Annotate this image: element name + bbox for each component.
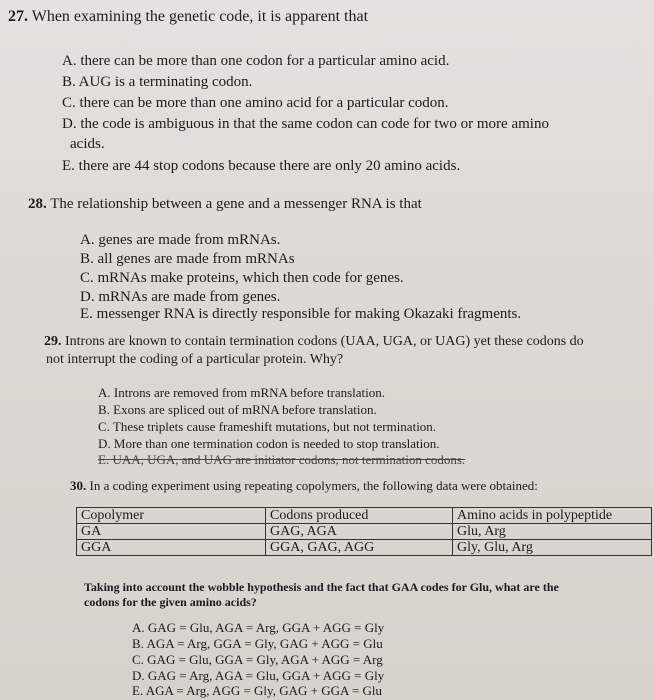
question-29-text-line1: Introns are known to contain termination codons (UAA, UGA, or UAG) yet these codons do (65, 334, 584, 349)
q30-option-d: D. GAG = Arg, AGA = Glu, GGA + AGG = Gly (132, 668, 385, 683)
q27-option-d: D. the code is ambiguous in that the same codon can code for two or more amino (62, 116, 549, 132)
q29-option-a: A. Introns are removed from mRNA before translation. (98, 385, 386, 400)
table-cell: GGA, GAG, AGG (266, 540, 453, 556)
q27-option-d-cont: acids. (70, 136, 105, 152)
table-row (77, 524, 652, 540)
q28-option-a: A. genes are made from mRNAs. (80, 232, 281, 248)
table-row (77, 540, 652, 556)
table-cell: GAG, AGA (266, 524, 453, 540)
q28-option-b: B. all genes are made from mRNAs (80, 251, 295, 267)
question-30-followup-line2: codons for the given amino acids? (84, 595, 257, 609)
table-cell: GA (77, 524, 266, 540)
table-header-codons: Codons produced (266, 508, 453, 524)
q27-option-e: E. there are 44 stop codons because there are only 20 amino acids. (62, 158, 461, 174)
table-header-row (77, 508, 652, 524)
question-30-text: In a coding experiment using repeating copolymers, the following data were obtained: (89, 478, 538, 493)
copolymer-data-table (76, 507, 652, 556)
question-28-stem (28, 196, 422, 213)
table-cell: GGA (77, 540, 266, 556)
q27-option-b: B. AUG is a terminating codon. (62, 74, 253, 90)
q30-option-c: C. GAG = Glu, GGA = Gly, AGA + AGG = Arg (132, 652, 383, 667)
question-27-text: When examining the genetic code, it is apparent that (31, 8, 369, 25)
question-28-number: 28. (28, 196, 47, 212)
q29-option-e-crossed-out: E. UAA, UGA, and UAG are initiator codons, not termination codons. (98, 452, 466, 467)
q27-option-c: C. there can be more than one amino acid for a particular codon. (62, 95, 449, 111)
q29-option-b: B. Exons are spliced out of mRNA before translation. (98, 402, 377, 417)
q30-option-e: E. AGA = Arg, AGG = Gly, GAG + GGA = Glu (132, 683, 382, 698)
question-27-number: 27. (8, 8, 28, 25)
question-29-text-line2: not interrupt the coding of a particular protein. Why? (46, 352, 344, 367)
table-header-amino-acids: Amino acids in polypeptide (453, 508, 652, 524)
question-29-stem (44, 334, 584, 350)
q29-option-c: C. These triplets cause frameshift mutations, but not termination. (98, 419, 437, 434)
question-30-stem (70, 478, 538, 494)
table-cell: Gly, Glu, Arg (453, 540, 652, 556)
table-cell: Glu, Arg (453, 524, 652, 540)
q28-option-d: D. mRNAs are made from genes. (80, 289, 281, 305)
question-30-followup-line1: Taking into account the wobble hypothesis and the fact that GAA codes for Glu, what are the (84, 580, 559, 594)
question-30-number: 30. (70, 478, 87, 493)
question-29-number: 29. (44, 334, 62, 349)
question-27-stem (8, 8, 368, 26)
table-header-copolymer: Copolymer (77, 508, 266, 524)
q28-option-e: E. messenger RNA is directly responsible for making Okazaki fragments. (80, 306, 522, 322)
q28-option-c: C. mRNAs make proteins, which then code for genes. (80, 270, 404, 286)
q27-option-a: A. there can be more than one codon for a particular amino acid. (62, 53, 450, 69)
q30-option-b: B. AGA = Arg, GGA = Gly, GAG + AGG = Glu (132, 636, 383, 651)
q30-option-a: A. GAG = Glu, AGA = Arg, GGA + AGG = Gly (132, 620, 385, 635)
question-28-text: The relationship between a gene and a messenger RNA is that (50, 196, 422, 212)
q29-option-d: D. More than one termination codon is needed to stop translation. (98, 436, 440, 451)
